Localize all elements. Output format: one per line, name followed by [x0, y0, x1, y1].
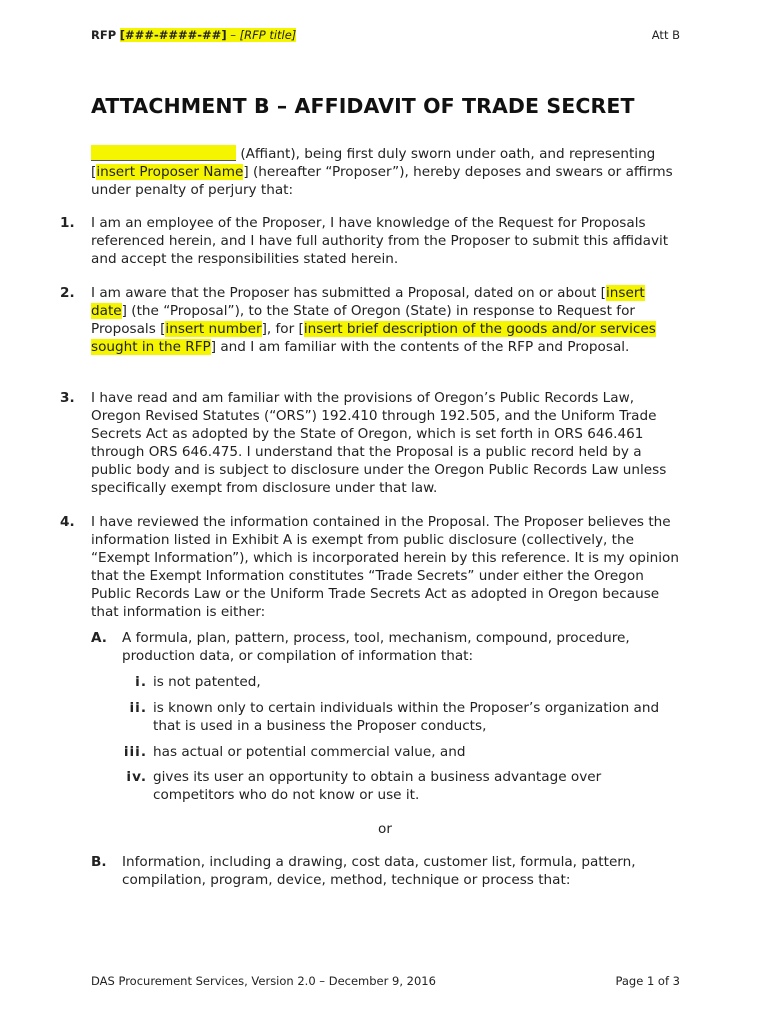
description-placeholder: insert brief description of the goods and/or services sought in the RFP — [91, 321, 656, 355]
item-2-text-a: I am aware that the Proposer has submitted a Proposal, dated on or about [ — [91, 285, 606, 301]
sub-letter: A. — [91, 630, 107, 646]
roman-item-ii — [113, 699, 673, 735]
sub-text: Information, including a drawing, cost data, customer list, formula, pattern, compilation, program, device, method, technique or process that: — [122, 854, 636, 888]
roman-numeral: i. — [135, 674, 147, 690]
item-text: I am an employee of the Proposer, I have knowledge of the Request for Proposals referenced herein, and I have full authority from the Proposer to submit this affidavit and accept the responsibilities stated herein. — [91, 215, 669, 267]
item-text: I have reviewed the information contained in the Proposal. The Proposer believes the information listed in Exhibit A is exempt from public disclosure (collectively, the “Exempt Information”), which is incorporated herein by this reference. It is my opinion that the Exempt Information constitutes “Trade Secrets” under either the Oregon Public Records Law or the Uniform Trade Secrets Act as adopted in Oregon because that information is either: — [91, 514, 679, 620]
item-text — [91, 284, 685, 356]
page-header — [91, 28, 680, 44]
item-text: I have read and am familiar with the provisions of Oregon’s Public Records Law, Oregon Revised Statutes (“ORS”) 192.410 through 192.505, and the Uniform Trade Secrets Act as adopted by the State of Oregon, which is set forth in ORS 646.461 through ORS 646.475. I understand that the Proposal is a public record held by a public body and is subject to disclosure under the Oregon Public Records Law unless specifically exempt from disclosure under that law. — [91, 390, 667, 496]
rfp-title: – [RFP title] — [226, 28, 297, 42]
affiant-blank-field[interactable] — [91, 145, 236, 161]
sub-item-b — [91, 853, 681, 889]
roman-item-i — [113, 673, 673, 691]
proposer-name-placeholder: insert Proposer Name — [96, 164, 244, 180]
rfp-number: [###-####-##] — [119, 28, 227, 42]
sub-item-a — [91, 629, 681, 665]
intro-text-2: ] (hereafter “Proposer”), hereby deposes and swears or affirms under penalty of perjury that: — [91, 164, 673, 198]
or-separator: or — [378, 821, 392, 837]
item-2-text-c: ], for [ — [261, 321, 304, 337]
intro-text-1: (Affiant), being first duly sworn under oath, and representing [ — [91, 146, 656, 180]
list-item-1 — [60, 214, 685, 268]
roman-numeral: ii. — [129, 700, 147, 716]
date-placeholder: insert date — [91, 285, 645, 319]
roman-item-iv — [113, 768, 673, 804]
sub-letter: B. — [91, 854, 107, 870]
footer-page-number: Page 1 of 3 — [615, 974, 680, 988]
document-title: ATTACHMENT B – AFFIDAVIT OF TRADE SECRET — [91, 94, 635, 118]
item-number: 4. — [60, 514, 75, 530]
roman-numeral: iii. — [123, 744, 147, 760]
footer-version: DAS Procurement Services, Version 2.0 – December 9, 2016 — [91, 974, 436, 988]
roman-text: is not patented, — [153, 674, 261, 690]
roman-text: gives its user an opportunity to obtain a business advantage over competitors who do not know or use it. — [153, 769, 602, 803]
item-number: 3. — [60, 390, 75, 406]
sub-text: A formula, plan, pattern, process, tool, mechanism, compound, procedure, production data, or compilation of information that: — [122, 630, 630, 664]
list-item-2 — [60, 284, 685, 356]
header-attachment: Att B — [651, 28, 680, 42]
roman-numeral: iv. — [126, 769, 147, 785]
item-2-text-d: ] and I am familiar with the contents of the RFP and Proposal. — [210, 339, 630, 355]
item-number: 2. — [60, 285, 75, 301]
item-2-text-b: ] (the “Proposal”), to the State of Oregon (State) in response to Request for Proposals [ — [91, 303, 635, 337]
intro-paragraph — [91, 145, 681, 199]
rfp-label: RFP — [91, 28, 117, 42]
roman-text: is known only to certain individuals within the Proposer’s organization and that is used in a business the Proposer conducts, — [153, 700, 660, 734]
header-rfp — [91, 28, 296, 42]
list-item-4 — [60, 513, 685, 621]
roman-item-iii — [113, 743, 673, 761]
item-number: 1. — [60, 215, 75, 231]
roman-text: has actual or potential commercial value, and — [153, 744, 466, 760]
number-placeholder: insert number — [165, 321, 262, 337]
list-item-3 — [60, 389, 685, 497]
